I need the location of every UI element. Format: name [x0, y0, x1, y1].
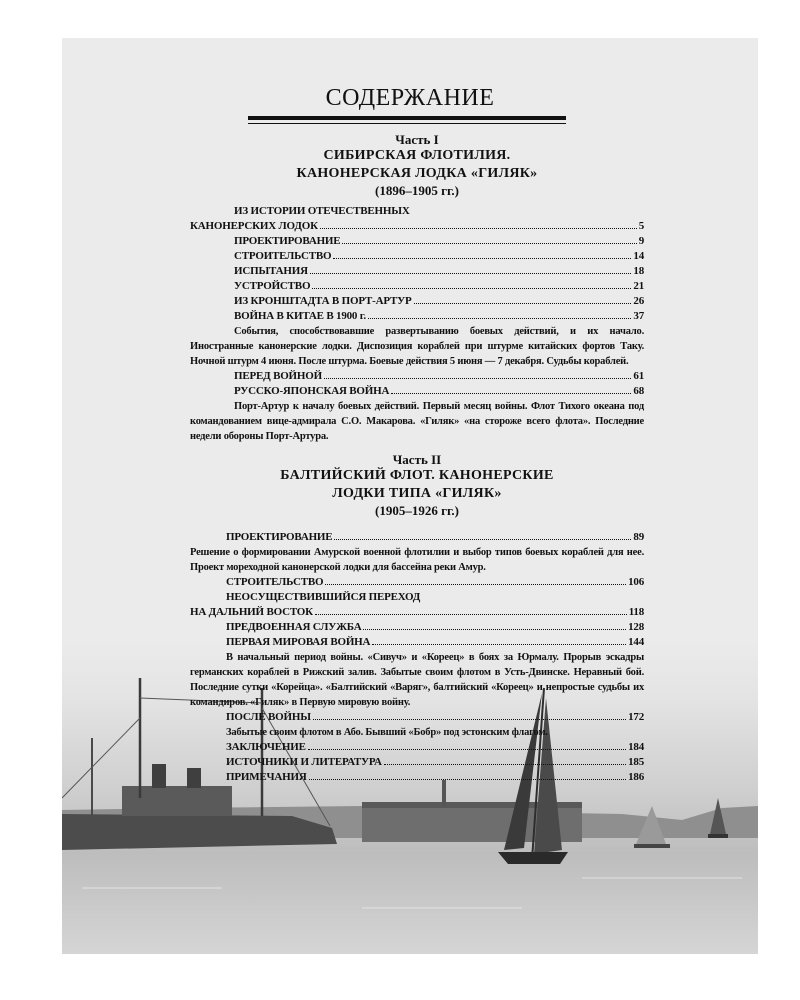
part2-years: (1905–1926 гг.): [375, 503, 459, 518]
toc-entry-page: 185: [628, 756, 644, 768]
toc-entry-label: РУССКО-ЯПОНСКАЯ ВОЙНА: [234, 385, 390, 397]
part2-title-line2: ЛОДКИ ТИПА «ГИЛЯК»: [332, 486, 502, 501]
toc-entry[interactable]: [190, 740, 644, 755]
toc-entry[interactable]: [190, 234, 644, 249]
china-war-description: События, способствовавшие развертыванию боевых действий, и их начало. Иностранные канонерские лодки. Диспозиция кораблей при штурме китайских фортов Таку. Ночной штурм 4 июня. После штурма. Боевые действия 5 июня — 7 декабря. Судьбы кораблей.: [190, 326, 644, 367]
toc-entry-label: ПРОЕКТИРОВАНИЕ: [234, 235, 341, 247]
transfer-entry-line1: НЕОСУЩЕСТВИВШИЙСЯ ПЕРЕХОД: [226, 591, 421, 603]
toc-entry[interactable]: [190, 530, 644, 545]
leader-dots: [363, 629, 626, 630]
toc-entry-label: ПРЕДВОЕННАЯ СЛУЖБА: [226, 621, 362, 633]
toc-entry[interactable]: [190, 575, 644, 590]
toc-entry-page: 172: [628, 711, 644, 723]
history-entry-line1: ИЗ ИСТОРИИ ОТЕЧЕСТВЕННЫХ: [234, 205, 410, 217]
toc-entry[interactable]: [190, 620, 644, 635]
part2-title-line1: БАЛТИЙСКИЙ ФЛОТ. КАНОНЕРСКИЕ: [280, 468, 554, 483]
leader-dots: [315, 614, 627, 615]
toc-entry-page: 89: [633, 531, 644, 543]
table-of-contents: [190, 130, 644, 785]
leader-dots: [320, 228, 637, 229]
toc-entry-label: ПОСЛЕ ВОЙНЫ: [226, 711, 311, 723]
toc-entry[interactable]: [190, 710, 644, 725]
toc-entry[interactable]: [190, 605, 644, 620]
toc-entry[interactable]: [190, 279, 644, 294]
toc-entry-label: ЗАКЛЮЧЕНИЕ: [226, 741, 306, 753]
page-sheet: [62, 38, 758, 954]
toc-entry[interactable]: [190, 755, 644, 770]
toc-entry-page: 18: [633, 265, 644, 277]
toc-entry-label: НА ДАЛЬНИЙ ВОСТОК: [190, 606, 313, 618]
toc-entry-label: СТРОИТЕЛЬСТВО: [234, 250, 332, 262]
after-war-description: Забытые своим флотом в Або. Бывший «Бобр» под эстонским флагом.: [226, 727, 548, 738]
toc-entry-page: 186: [628, 771, 644, 783]
toc-entry-label: СТРОИТЕЛЬСТВО: [226, 576, 324, 588]
toc-entry-page: 26: [633, 295, 644, 307]
toc-entry[interactable]: [190, 294, 644, 309]
part1-label: Часть I: [395, 132, 439, 147]
toc-entry-page: 68: [633, 385, 644, 397]
toc-entry[interactable]: [190, 264, 644, 279]
leader-dots: [309, 779, 626, 780]
leader-dots: [414, 303, 632, 304]
toc-entry-label: УСТРОЙСТВО: [234, 280, 311, 292]
toc-entry-page: 61: [633, 370, 644, 382]
toc-entry-page: 128: [628, 621, 644, 633]
toc-entry-page: 9: [638, 235, 644, 247]
toc-entry-label: ВОЙНА В КИТАЕ В 1900 г.: [234, 310, 366, 322]
toc-entry[interactable]: [190, 770, 644, 785]
toc-entry-page: 184: [628, 741, 644, 753]
toc-entry[interactable]: [190, 635, 644, 650]
toc-entry-label: ИСПЫТАНИЯ: [234, 265, 308, 277]
title-rule-thick: [248, 116, 566, 120]
ww1-description: В начальный период войны. «Сивуч» и «Кореец» в боях за Юрмалу. Прорыв эскадры германских кораблей в Рижский залив. Забытые своим флотом в Усть-Двинске. Неравный бой. Последние сутки «Корейца». «Балтийский «Варяг», балтийский «Кореец» и непростые судьбы их командиров. «Гиляк» в Первую мировую войну.: [190, 652, 644, 708]
leader-dots: [325, 584, 626, 585]
toc-entry-label: ИСТОЧНИКИ И ЛИТЕРАТУРА: [226, 756, 382, 768]
leader-dots: [308, 749, 626, 750]
toc-entry[interactable]: [190, 309, 644, 324]
toc-entry-label: ПЕРВАЯ МИРОВАЯ ВОЙНА: [226, 636, 371, 648]
toc-entry-label: ПРОЕКТИРОВАНИЕ: [226, 531, 333, 543]
toc-entry-page: 21: [633, 280, 644, 292]
toc-entry[interactable]: [190, 384, 644, 399]
toc-entry-label: ПЕРЕД ВОЙНОЙ: [234, 370, 322, 382]
russo-japanese-war-description: Порт-Артур к началу боевых действий. Первый месяц войны. Флот Тихого океана под командованием вице-адмирала С.О. Макарова. «Гиляк» «на стороже всего флота». Последние недели обороны Порт-Артура.: [190, 401, 644, 442]
title-rule-thin: [248, 123, 566, 124]
toc-entry[interactable]: [190, 249, 644, 264]
toc-entry[interactable]: [190, 219, 644, 234]
toc-entry-page: 106: [628, 576, 644, 588]
toc-entry-label: КАНОНЕРСКИХ ЛОДОК: [190, 220, 318, 232]
part1-years: (1896–1905 гг.): [375, 183, 459, 198]
leader-dots: [342, 243, 636, 244]
toc-entry-label: ИЗ КРОНШТАДТА В ПОРТ-АРТУР: [234, 295, 412, 307]
toc-entry[interactable]: [190, 369, 644, 384]
leader-dots: [368, 318, 632, 319]
design-description: Решение о формировании Амурской военной флотилии и выбор типов боевых кораблей для нее. Проект мореходной канонерской лодки для бассейна реки Амур.: [190, 547, 644, 573]
part1-title-line2: КАНОНЕРСКАЯ ЛОДКА «ГИЛЯК»: [296, 166, 538, 181]
leader-dots: [333, 258, 631, 259]
leader-dots: [324, 378, 631, 379]
toc-entry-label: ПРИМЕЧАНИЯ: [226, 771, 307, 783]
part1-title-line1: СИБИРСКАЯ ФЛОТИЛИЯ.: [323, 148, 511, 163]
leader-dots: [313, 719, 626, 720]
page-title: СОДЕРЖАНИЕ: [325, 85, 495, 111]
toc-entry-page: 118: [628, 606, 644, 618]
part2-label: Часть II: [392, 452, 442, 467]
leader-dots: [391, 393, 631, 394]
toc-entry-page: 14: [633, 250, 644, 262]
leader-dots: [310, 273, 632, 274]
toc-entry-page: 5: [638, 220, 644, 232]
leader-dots: [334, 539, 631, 540]
leader-dots: [384, 764, 626, 765]
leader-dots: [372, 644, 626, 645]
toc-entry-page: 144: [628, 636, 644, 648]
toc-entry-page: 37: [633, 310, 644, 322]
leader-dots: [312, 288, 631, 289]
